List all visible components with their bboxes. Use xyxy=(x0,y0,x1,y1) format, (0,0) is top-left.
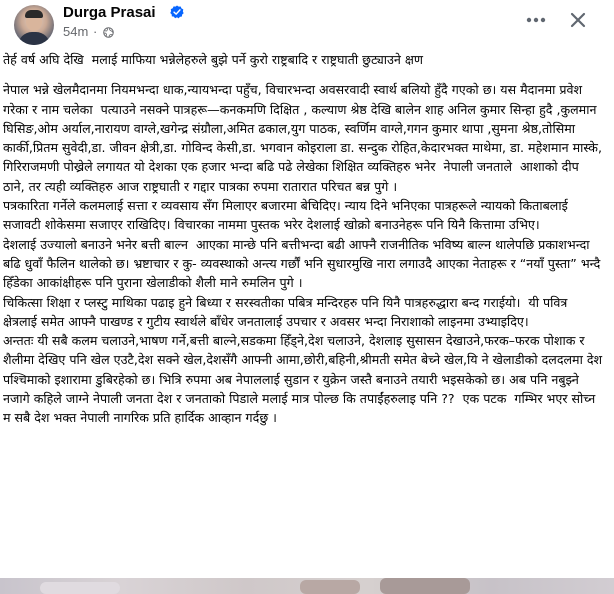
post-timestamp[interactable]: 54m xyxy=(63,24,89,39)
close-icon[interactable] xyxy=(563,5,593,35)
verified-badge-icon xyxy=(170,5,184,19)
post-paragraph: अन्ततः यी सबै कलम चलाउने,भाषण गर्ने,बत्ती बाल्ने,सडकमा हिँड्ने,देश चलाउने, देशलाइ सुसासन देखाउने,फरक–फरक पोशाक र शैलीमा देखिए पनि खेल एउटै,देश सक्ने खेल,देशसँगै आफ्नी आमा,छोरी,बहिनी,श्रीमती समेत बेच्ने खेल,यि ने खेलाडीको दलदलमा देश पश्चिमाको इशारामा डुबिरहेको छ। भित्रि रुपमा अब नेपाललाई सुडान र युक्रेन जस्तै बनाउने तयारी भइसकेको छ। अब पनि नबुझ्ने नजागे कहिले जाग्ने नेपाली जनता देश र जनताको पिडाले मलाई मात्र पोल्छ कि तपाईंहरुलाइ पनि ?? एक पटक गम्भिर भएर सोच्न म सबै देश भक्त नेपाली नागरिक प्रति हार्दिक आव्हान गर्दछु । xyxy=(3,333,607,426)
post-text xyxy=(3,50,607,428)
post-paragraph: देशलाई उज्यालो बनाउने भनेर बत्ती बाल्न आएका मान्छे पनि बत्तीभन्दा बढी आफ्नै राजनीतिक भविष्य बाल्न थालेपछि प्रकाशभन्दा बढि धुवाँ फैलिन थालेको छ। भ्रष्टाचार र कु- व्यवस्थाको अन्त्य गर्छौं भनि सुधारमुखि नारा लगाउदै आएका नेताहरू र “नयाँ पुस्ता” भन्दै हिँडेका आकांक्षीहरू पनि पुराना खेलाडीको शैली माने रुमलिन पुगे । xyxy=(3,236,605,291)
post-paragraph: चिकित्सा शिक्षा र प्लस्टु माथिका पढाइ हुने बिध्या र सरस्वतीका पबित्र मन्दिरहरु पनि यिनै पात्रहरुद्धारा बन्द गराईयो। यी पवित्र क्षेत्रलाई समेत आफ्नै पाखण्ड र गुटीय स्वार्थले बाँधेर जनतालाई उपचार र अवसर भन्दा निराशाको लाइनमा उभ्याइदिए। xyxy=(3,294,572,329)
author-name[interactable]: Durga Prasai xyxy=(63,4,156,21)
post-header xyxy=(0,0,614,48)
separator-dot: · xyxy=(93,24,98,39)
more-options-icon[interactable] xyxy=(521,5,551,35)
post-paragraph: पत्रकारिता गर्नेले कलमलाई सत्ता र व्यवसाय सँग मिलाएर बजारमा बेचिदिए। न्याय दिने भनिएका पात्रहरूले न्यायको किताबलाई सजावटी शोकेसमा सजाएर राखिदिए। विचारका नाममा पुस्तक भरेर देशलाई खोक्रो बनाउनेहरू पनि यिनै कित्तामा उभिए। xyxy=(3,198,572,233)
post-paragraph: तेर्ह वर्ष अघि देखि मलाई माफिया भन्नेलेहरुले बुझे पर्ने कुरो राष्ट्रबादि र राष्ट्रघाती छुट्याउने क्षण xyxy=(3,52,424,67)
post-paragraph: नेपाल भन्ने खेलमैदानमा नियमभन्दा धाक,न्यायभन्दा पहुँच, विचारभन्दा अवसरवादी स्वार्थ बलियो हुँदै गएको छ। यस मैदानमा प्रवेश गरेका र नाम चलेका पत्याउने नसक्ने पात्रहरू—कनकमणि दिक्षित , कल्याण श्रेष्ठ देखि बालेन शाह अनिल कुमार सिन्हा हुदै ,कुलमान घिसिङ,ओम अर्याल,नारायण वाग्ले,खगेन्द्र संग्रौला,अमित ढकाल,युग पाठक, स्वर्णिम वाग्ले,गगन कुमार थापा ,सुमना श्रेष्ठ,तोसिमा कार्की,प्रितम सुवेदी,डा. जीवन क्षेत्री,डा. गोविन्द केसी,डा. भगवान कोइराला डा. सन्दुक रोहित,केदारभक्त माथेमा, डा. महेशमान मास्के, गिरिराजमणी पोख्रेले लगायत यो देशका एक हजार भन्दा बढि पढे लेखेका शिक्षित व्यक्तिहरु भनेर नेपाली जनताले आशाको दीप ठाने, तर त्यही व्यक्तिहरु आज राष्ट्रघाती र गद्दार पात्रका रुपमा रातारात परिचत बन्न पुगे । xyxy=(3,82,606,194)
post-image[interactable] xyxy=(0,578,614,594)
globe-icon[interactable] xyxy=(103,27,114,38)
avatar[interactable] xyxy=(14,5,54,45)
